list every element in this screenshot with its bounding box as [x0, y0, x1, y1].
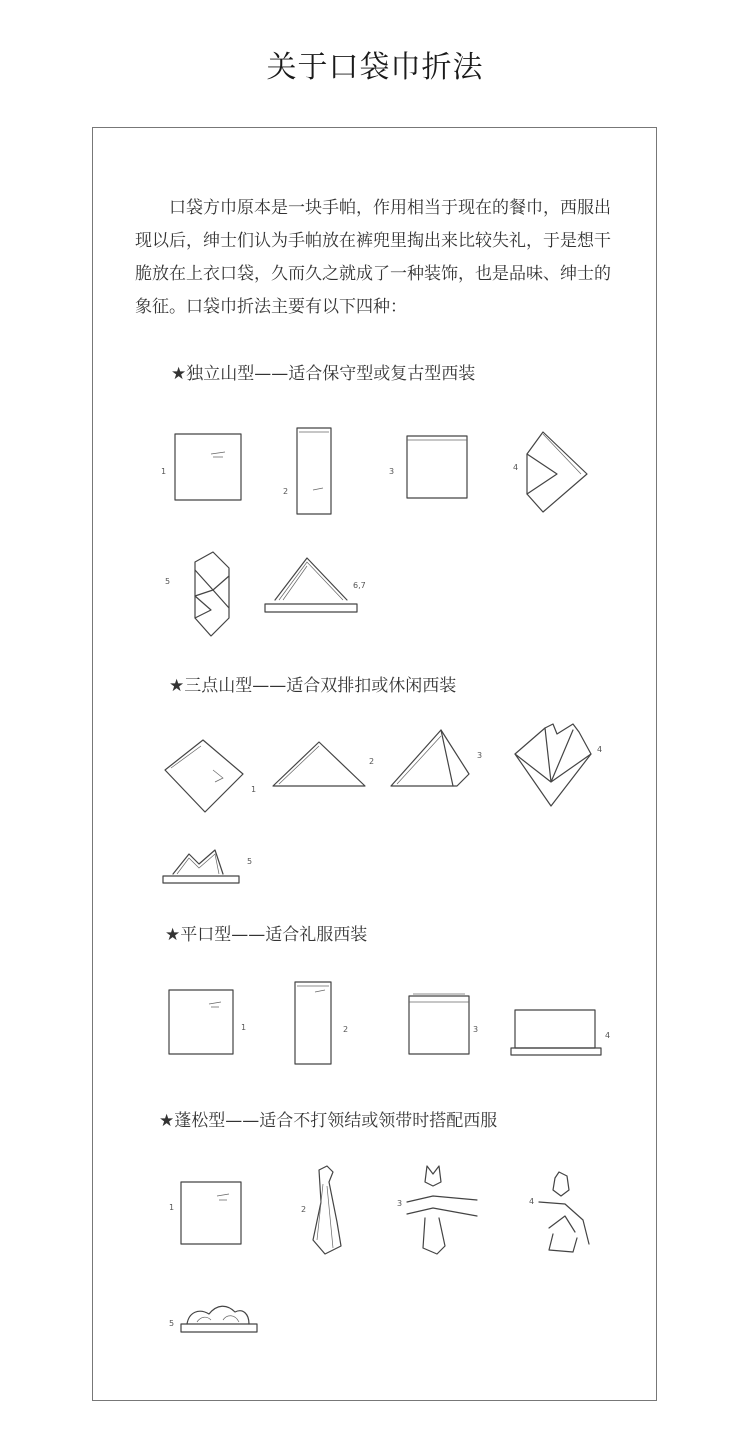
- fold-step-1-1: [161, 428, 251, 508]
- content-panel: [92, 127, 657, 1401]
- fold-step-4-1: [165, 1178, 255, 1253]
- fold-step-3-4: [507, 1004, 617, 1064]
- step-number: 4: [597, 745, 603, 754]
- step-number: 2: [301, 1205, 307, 1214]
- fold-step-1-4: [513, 424, 593, 519]
- step-number: 1: [251, 785, 257, 794]
- step-number: 4: [513, 463, 519, 472]
- fold-step-1-5: [165, 548, 255, 643]
- step-number: 4: [529, 1197, 535, 1206]
- section-heading-2: ★三点山型——适合双排扣或休闲西装: [169, 676, 457, 696]
- fold-step-2-5: [159, 846, 269, 891]
- fold-step-2-4: [511, 720, 621, 815]
- fold-step-2-1: [161, 740, 271, 830]
- fold-step-4-2: [297, 1162, 367, 1262]
- step-number: 2: [283, 487, 289, 496]
- step-number: 3: [389, 467, 395, 476]
- section-heading-1: ★独立山型——适合保守型或复古型西装: [171, 364, 476, 384]
- step-number: 2: [343, 1025, 349, 1034]
- fold-step-2-3: [387, 726, 497, 796]
- step-number: 5: [165, 577, 171, 586]
- step-number: 4: [605, 1031, 611, 1040]
- step-number: 3: [473, 1025, 479, 1034]
- fold-step-4-5: [165, 1294, 285, 1339]
- step-number: 3: [477, 751, 483, 760]
- fold-step-4-3: [393, 1162, 493, 1262]
- step-number: 3: [397, 1199, 403, 1208]
- page-title: 关于口袋巾折法: [266, 50, 484, 85]
- intro-text: 口袋方巾原本是一块手帕，作用相当于现在的餐巾，西服出现以后，绅士们认为手帕放在裤兜里掏出来比较失礼，于是想干脆放在上衣口袋，久而久之就成了一种装饰，也是品味、绅士的象征。口袋巾折法主要有以下四种：: [135, 198, 611, 317]
- step-number: 2: [369, 757, 375, 766]
- step-number: 5: [169, 1319, 175, 1328]
- step-number: 5: [247, 857, 253, 866]
- fold-step-4-4: [525, 1168, 605, 1263]
- intro-paragraph: [135, 192, 627, 324]
- step-number: 6,7: [353, 581, 366, 590]
- section-heading-4: ★蓬松型——适合不打领结或领带时搭配西服: [159, 1111, 498, 1131]
- fold-step-3-1: [165, 986, 255, 1061]
- fold-step-1-2: [283, 424, 353, 519]
- fold-step-3-3: [405, 990, 495, 1065]
- step-number: 1: [241, 1023, 247, 1032]
- fold-step-1-6-7: [261, 548, 381, 628]
- fold-step-3-2: [291, 978, 361, 1068]
- fold-step-2-2: [269, 736, 389, 796]
- step-number: 1: [161, 467, 167, 476]
- step-number: 1: [169, 1203, 175, 1212]
- section-heading-3: ★平口型——适合礼服西装: [165, 925, 368, 945]
- fold-step-1-3: [389, 432, 479, 507]
